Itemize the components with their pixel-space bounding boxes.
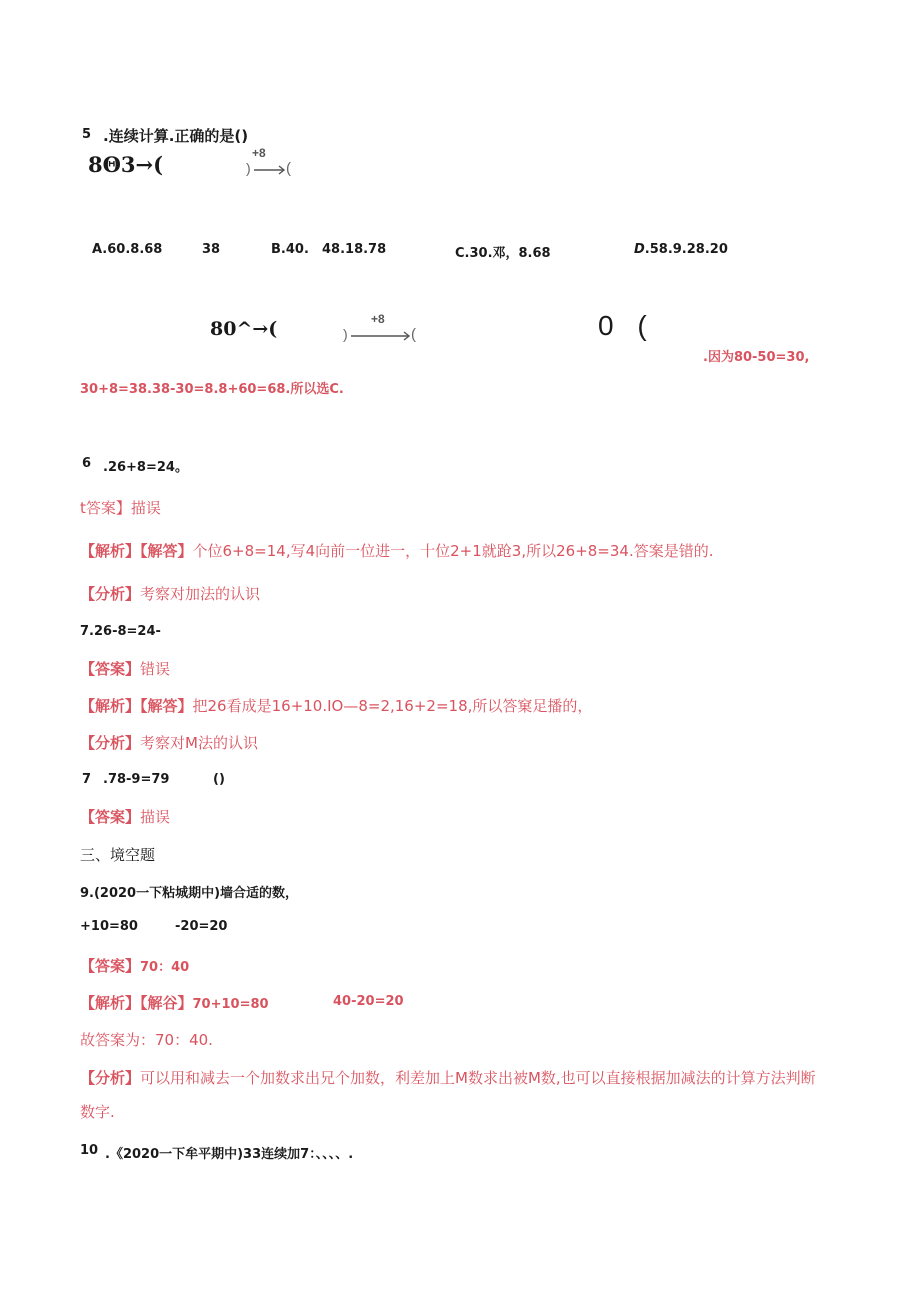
fenxi-line-2: 数字. — [80, 1103, 115, 1121]
question-text: .《2020一下牟平期中)33连续加7：、、、、. — [105, 1147, 354, 1162]
question-title: .连续计算.正确的是() — [103, 127, 249, 145]
analysis-line — [80, 695, 592, 716]
fenxi-text: 考察对M法的认识 — [140, 734, 258, 752]
answer-line — [80, 955, 189, 976]
option-b-values: 48.18.78 — [322, 242, 387, 257]
conclusion-line: 故答案为：70：40. — [80, 1031, 213, 1049]
arrow-label: +8 — [371, 312, 385, 326]
arrow-plus8 — [246, 146, 298, 180]
blank-expression-2: -20=20 — [175, 919, 228, 934]
answer-line — [80, 658, 170, 679]
fenxi-tag: 【分析】 — [80, 734, 141, 752]
question-number: 6 — [82, 456, 92, 471]
answer-text: 70：40 — [140, 960, 190, 975]
expression-start: 8Θ3→( — [88, 152, 164, 177]
question-expression: 7.26-8=24- — [80, 624, 161, 639]
arrow-label: +8 — [252, 146, 266, 160]
analysis-text-1: 70+10=80 — [192, 997, 269, 1012]
answer-tag: 【答案】 — [80, 957, 141, 975]
solution-arrow — [343, 312, 423, 346]
analysis-text: 把26看成是16+10.IO—8=2,16+2=18,所以答窠足播的， — [192, 697, 593, 715]
question-number: 5 — [82, 127, 92, 142]
answer-tag: 【答案】 — [80, 808, 141, 826]
blank-expression-1: +10=80 — [80, 919, 138, 934]
fenxi-line — [80, 732, 258, 753]
option-b: B.40. — [271, 242, 309, 257]
close-paren: ) — [343, 326, 348, 342]
answer-line — [80, 806, 170, 827]
analysis-text: 个位6+8=14,写4向前一位进一，十位2+1就跄3,所以26+8=34.答案是错的. — [192, 542, 714, 560]
question-title: 9.(2020一下粘城期中)墙合适的数， — [80, 886, 299, 901]
fenxi-text: 可以用和减去一个加数求出兄个加数，利差加上M数求出被M数,也可以直接根据加减法的计算方法判断 — [140, 1069, 816, 1087]
answer-text: 描误 — [140, 808, 171, 826]
question-number: 10 — [80, 1143, 99, 1158]
analysis-tag: 【解析】【解谷】 — [80, 994, 193, 1012]
solution-tail: 0 ( — [598, 310, 655, 341]
open-paren: ( — [286, 160, 291, 177]
answer-tag: 【答案】 — [80, 660, 141, 678]
question-expression: .26+8=24。 — [103, 460, 188, 475]
analysis-tag: 【解析】【解答】 — [80, 697, 193, 715]
question-number: 7 — [82, 772, 92, 787]
answer-parentheses: () — [213, 772, 225, 787]
answer-text: 错误 — [140, 660, 171, 678]
close-paren: ) — [246, 160, 251, 176]
section-heading: 三、境空题 — [80, 846, 156, 864]
solution-expression: 80^→( — [210, 318, 278, 340]
fenxi-text: 考察对加法的认识 — [140, 585, 261, 603]
option-d-letter: D — [634, 242, 645, 257]
fenxi-tag: 【分析】 — [80, 585, 141, 603]
option-a-extra: 38 — [202, 242, 221, 257]
option-c: C.30.邓，8.68 — [455, 246, 551, 261]
option-d — [634, 242, 728, 257]
explanation-line2: 30+8=38.38-30=8.8+60=68.所以选C. — [80, 382, 344, 397]
analysis-tag: 【解析】【解答】 — [80, 542, 193, 560]
analysis-text-2: 40-20=20 — [333, 994, 404, 1009]
analysis-line — [80, 540, 714, 561]
open-paren: ( — [411, 326, 416, 343]
explanation-line1: .因为80-50=30, — [703, 350, 810, 365]
fenxi-line — [80, 583, 260, 604]
fenxi-tag: 【分析】 — [80, 1069, 141, 1087]
question-expression: .78-9=79 — [103, 772, 170, 787]
answer-line: t答案】描误 — [80, 499, 161, 517]
analysis-line — [80, 992, 269, 1013]
option-a: A.60.8.68 — [92, 242, 163, 257]
fenxi-line — [80, 1067, 816, 1088]
option-d-values: .58.9.28.20 — [644, 242, 728, 257]
